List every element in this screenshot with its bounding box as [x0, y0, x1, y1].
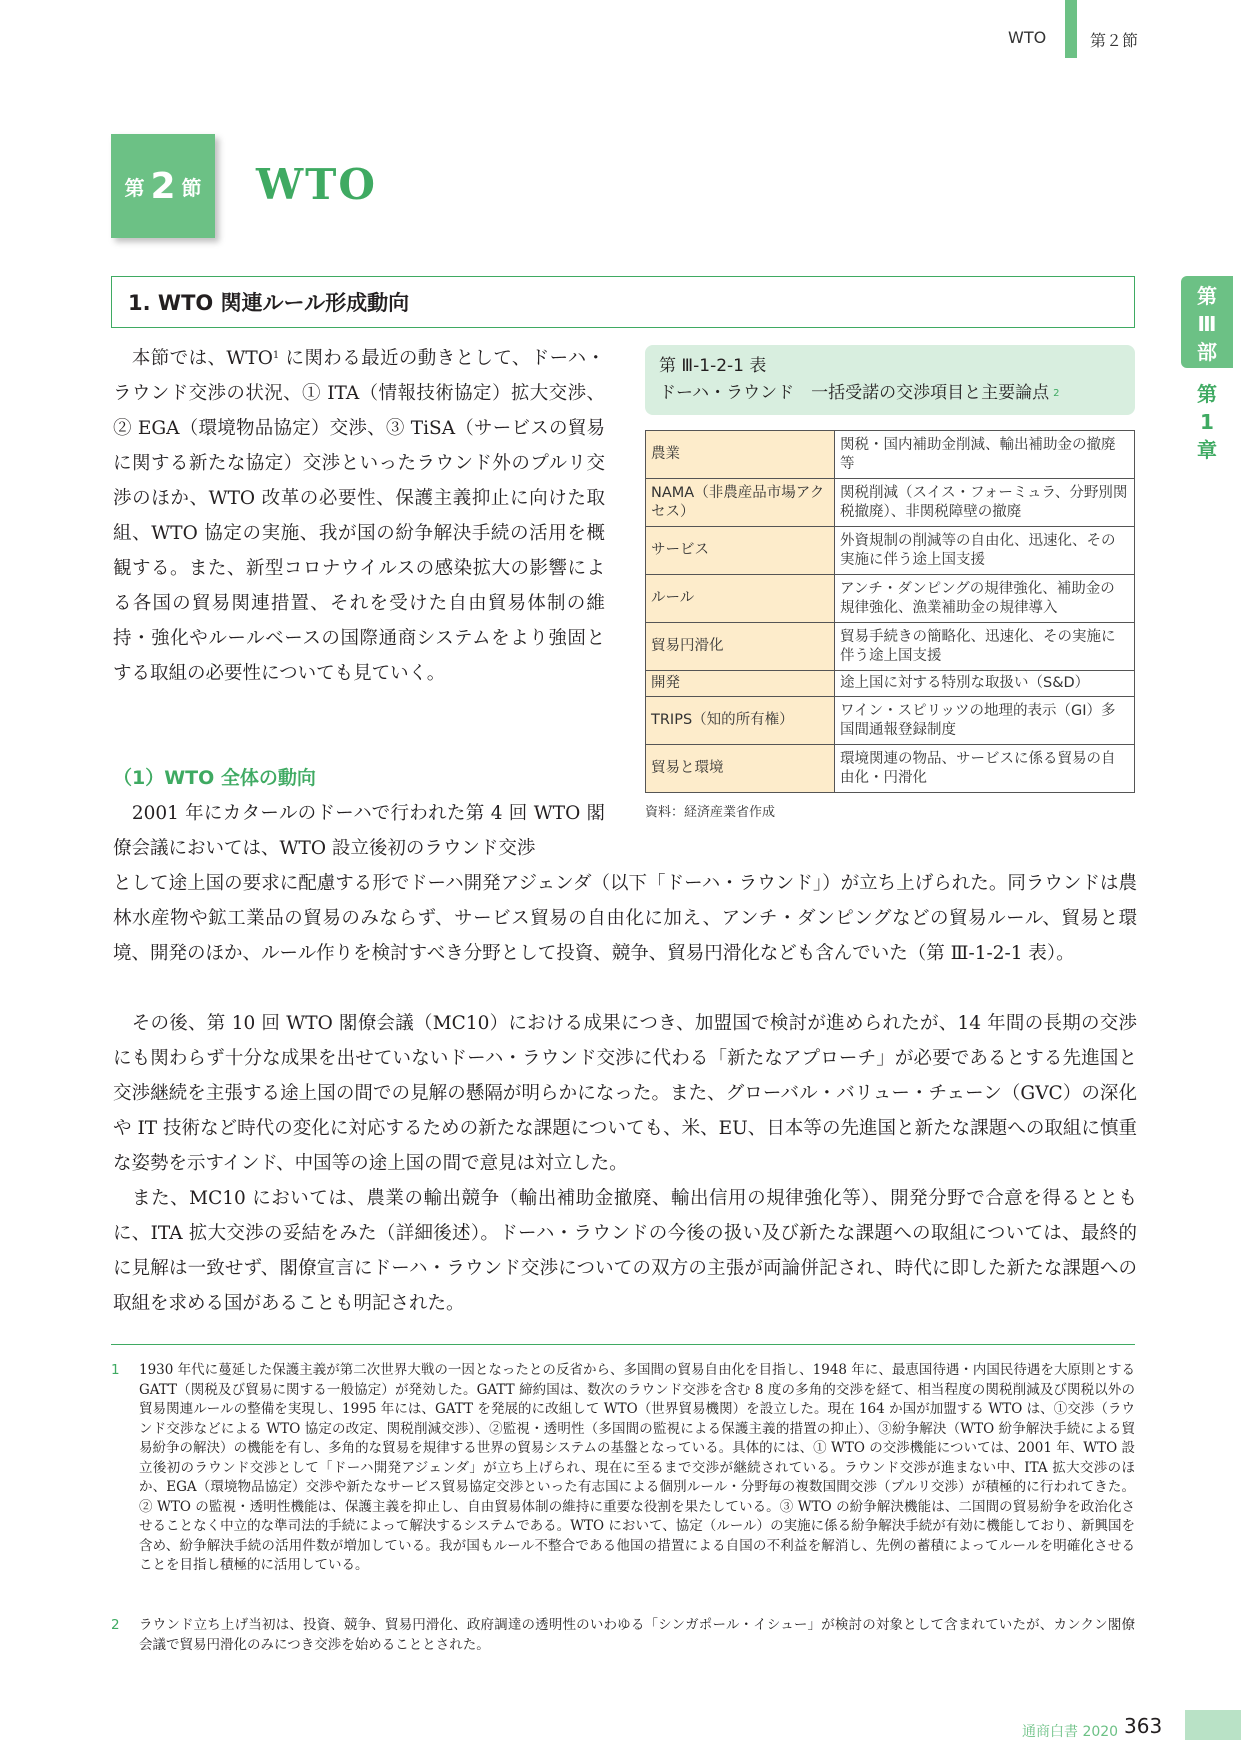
footnote-number: 2 [111, 1617, 120, 1633]
table-row [646, 697, 1135, 745]
table-value: ワイン・スピリッツの地理的表示（GI）多国間通報登録制度 [835, 697, 1135, 745]
table-row [646, 623, 1135, 671]
chapter-tab-line: 第 [1197, 382, 1217, 406]
footnote-2 [111, 1616, 1135, 1655]
table-key: 農業 [646, 431, 835, 479]
footnote-ref-1[interactable]: 1 [272, 350, 280, 361]
paragraph-3: その後、第 10 回 WTO 閣僚会議（MC10）における成果につき、加盟国で検討が進められたが、14 年間の長期の交渉にも関わらず十分な成果を出せていないドーハ・ラウンド交渉に代わる「新たなアプローチ」が必要であるとする先進国と交渉継続を主張する途上国の間での見解の懸隔が明らかになった。また、グローバル・バリュー・チェーン（GVC）の深化や IT 技術など時代の変化に対応するための新たな課題についても、米、EU、日本等の先進国と新たな課題への取組に慎重な姿勢を示すインド、中国等の途上国の間で意見は対立した。 [113, 1013, 1137, 1174]
intro-text-pre: 本節では、WTO [113, 348, 273, 369]
running-header-section: 第２節 [1090, 31, 1139, 50]
table-value: 途上国に対する特別な取扱い（S&D） [835, 671, 1135, 697]
subheading: （1）WTO 全体の動向 [113, 767, 316, 789]
footer-publication: 通商白書 2020 [1022, 1724, 1119, 1740]
part-tab-line: Ⅲ [1197, 312, 1217, 336]
section-prefix: 第 [124, 175, 145, 200]
table-key: サービス [646, 527, 835, 575]
chapter-tab-line: 章 [1197, 438, 1217, 462]
paragraph-4: また、MC10 においては、農業の輸出競争（輸出補助金撤廃、輸出信用の規律強化等）、開発分野で合意を得るとともに、ITA 拡大交渉の妥結をみた（詳細後述）。ドーハ・ラウンドの今後の扱い及び新たな課題への取組については、最終的に見解は一致せず、閣僚宣言にドーハ・ラウンド交渉についての双方の主張が両論併記され、時代に即した新たな課題への取組を求める国があることも明記された。 [113, 1188, 1137, 1314]
heading-1: 1. WTO 関連ルール形成動向 [111, 276, 1135, 328]
part-tab-line: 第 [1197, 284, 1217, 308]
table-key: ルール [646, 575, 835, 623]
footnote-divider [111, 1344, 1135, 1345]
table-key: TRIPS（知的所有権） [646, 697, 835, 745]
table-key: NAMA（非農産品市場アクセス） [646, 479, 835, 527]
footnote-text: ラウンド立ち上げ当初は、投資、競争、貿易円滑化、政府調達の透明性のいわゆる「シンガポール・イシュー」が検討の対象として含まれていたが、カンクン閣僚会議で貿易円滑化のみにつき交渉を始めることとされた。 [139, 1617, 1135, 1653]
table-value: 外資規制の削減等の自由化、迅速化、その実施に伴う途上国支援 [835, 527, 1135, 575]
table-row [646, 671, 1135, 697]
section-suffix: 節 [181, 175, 202, 200]
table-row [646, 431, 1135, 479]
part-tab [1181, 276, 1233, 368]
footer-accent-bar [1185, 1710, 1241, 1740]
chapter-tab [1186, 380, 1228, 464]
table-caption [645, 345, 1135, 415]
doha-round-table [645, 430, 1135, 793]
paragraph-2-wide: として途上国の要求に配慮する形でドーハ開発アジェンダ（以下「ドーハ・ラウンド」）が立ち上げられた。同ラウンドは農林水産物や鉱工業品の貿易のみならず、サービス貿易の自由化に加え、アンチ・ダンピングなどの貿易ルール、貿易と環境、開発のほか、ルール作りを検討すべき分野として投資、競争、貿易円滑化なども含んでいた（第 Ⅲ-1-2-1 表）。 [113, 873, 1137, 964]
chapter-tab-line: 1 [1200, 410, 1214, 434]
header-accent-bar [1065, 0, 1077, 58]
footnote-number: 1 [111, 1362, 120, 1378]
running-header-title: WTO [1008, 28, 1047, 47]
section-number: 2 [150, 165, 176, 207]
table-source: 資料：経済産業省作成 [645, 805, 776, 820]
section-badge [111, 134, 215, 238]
table-key: 開発 [646, 671, 835, 697]
footnote-1 [111, 1361, 1135, 1576]
table-caption-number: 第 Ⅲ-1-2-1 表 [659, 356, 767, 376]
table-value: 関税・国内補助金削減、輸出補助金の撤廃等 [835, 431, 1135, 479]
table-key: 貿易と環境 [646, 745, 835, 793]
table-row [646, 745, 1135, 793]
table-caption-text: ドーハ・ラウンド 一括受諾の交渉項目と主要論点 [659, 383, 1050, 403]
table-row [646, 479, 1135, 527]
table-value: 貿易手続きの簡略化、迅速化、その実施に伴う途上国支援 [835, 623, 1135, 671]
footnote-ref-2[interactable]: 2 [1053, 388, 1060, 399]
table-value: 環境関連の物品、サービスに係る貿易の自由化・円滑化 [835, 745, 1135, 793]
paragraph-2-narrow: 2001 年にカタールのドーハで行われた第 4 回 WTO 閣僚会議においては、WTO 設立後初のラウンド交渉 [113, 803, 605, 859]
table-row [646, 527, 1135, 575]
intro-text-post: に関わる最近の動きとして、ドーハ・ラウンド交渉の状況、① ITA（情報技術協定）拡大交渉、② EGA（環境物品協定）交渉、③ TiSA（サービスの貿易に関する新たな協定）交渉といったラウンド外のプルリ交渉のほか、WTO 改革の必要性、保護主義抑止に向けた取組、WTO 協定の実施、我が国の紛争解決手続の活用を概観する。また、新型コロナウイルスの感染拡大の影響による各国の貿易関連措置、それを受けた自由貿易体制の維持・強化やルールベースの国際通商システムをより強固とする取組の必要性についても見ていく。 [113, 348, 605, 684]
page-number: 363 [1124, 1714, 1163, 1738]
table-value: 関税削減（スイス・フォーミュラ、分野別関税撤廃）、非関税障壁の撤廃 [835, 479, 1135, 527]
footnote-text: 1930 年代に蔓延した保護主義が第二次世界大戦の一因となったとの反省から、多国間の貿易自由化を目指し、1948 年に、最恵国待遇・内国民待遇を大原則とする GATT（関税及び貿易に関する一般協定）が発効した。GATT 締約国は、数次のラウンド交渉を含む 8 度の多角的交渉を経て、相当程度の関税削減及び関税以外の貿易関連ルールの整備を実現し、1995 年には、GATT を発展的に改組して WTO（世界貿易機関）を設立した。現在 164 か国が加盟する WTO は、①交渉（ラウンド交渉などによる WTO 協定の改定、関税削減交渉）、②監視・透明性（多国間の監視による保護主義的措置の抑止）、③紛争解決（WTO 紛争解決手続による貿易紛争の解決）の機能を有し、多角的な貿易を規律する世界の貿易システムの基盤となっている。具体的には、① WTO の交渉機能については、2001 年、WTO 設立後初のラウンド交渉として「ドーハ開発アジェンダ」が立ち上げられ、現在に至るまで交渉が継続されている。ラウンド交渉が進まない中、ITA 拡大交渉のほか、EGA（環境物品協定）交渉や新たなサービス貿易協定交渉といった有志国による個別ルール・分野毎の複数国間交渉（プルリ交渉）が積極的に行われてきた。② WTO の監視・透明性機能は、保護主義を抑止し、自由貿易体制の維持に重要な役割を果たしている。③ WTO の紛争解決機能は、二国間の貿易紛争を政治化させることなく中立的な準司法的手続によって解決するシステムである。WTO において、協定（ルール）の実施に係る紛争解決手続が有効に機能しており、新興国を含め、紛争解決手続の活用件数が増加している。我が国もルール不整合である他国の措置による自国の不利益を解消し、先例の蓄積によってルールを明確化させることを目指し積極的に活用している。 [139, 1362, 1135, 1573]
table-value: アンチ・ダンピングの規律強化、補助金の規律強化、漁業補助金の規律導入 [835, 575, 1135, 623]
table-key: 貿易円滑化 [646, 623, 835, 671]
intro-paragraph [113, 341, 605, 691]
table-caption-title [659, 380, 1121, 407]
section-title: WTO [256, 160, 378, 209]
part-tab-line: 部 [1197, 340, 1217, 364]
table-row [646, 575, 1135, 623]
